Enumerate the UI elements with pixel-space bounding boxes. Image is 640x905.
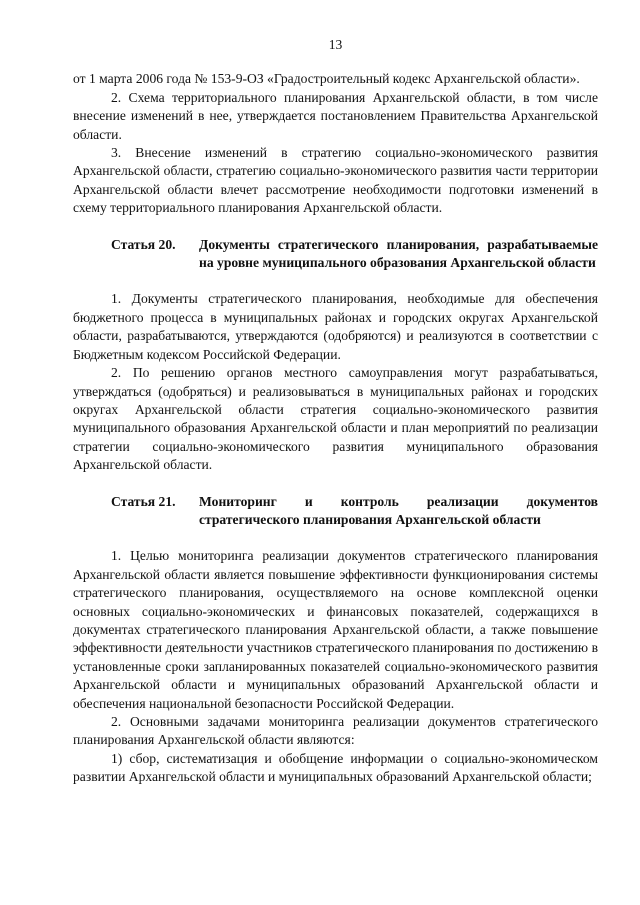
paragraph: 1. Документы стратегического планирования, необходимые для обеспечения бюджетного процесса в муниципальных районах и городских округах Архангельской области, разрабатываются, утверждаются (одобряются) и реализуются в соответствии с Бюджетным кодексом Российской Федерации. — [73, 291, 598, 362]
paragraph: 1) сбор, систематизация и обобщение информации о социально-экономическом развитии Архангельской области и муниципальных образований Архангельской области; — [73, 750, 598, 785]
paragraph: 2. По решению органов местного самоуправления могут разрабатываться, утверждаться (одобряться) и реализовываться в муниципальных районах и городских округах Архангельской области стратегия социально-экономического развития муниципального образования Архангельской области и план мероприятий по реализации стратегии социально-экономического развития муниципального образования Архангельской области. — [73, 365, 598, 473]
article-label: Статья 21. — [111, 493, 176, 509]
article-title: Документы стратегического планирования, разрабатываемые на уровне муниципального образования Архангельской области — [199, 236, 598, 271]
article-20-heading — [73, 236, 598, 273]
paragraph-continuation: от 1 марта 2006 года № 153-9-ОЗ «Градостроительный кодекс Архангельской области». — [73, 71, 580, 87]
article-title: Мониторинг и контроль реализации документов стратегического планирования Архангельской области — [199, 493, 598, 527]
paragraph: 1. Целью мониторинга реализации документов стратегического планирования Архангельской области является повышение эффективности функционирования системы стратегического планирования, осуществляемого на основе комплексной оценки основных социально-экономических и финансовых показателей, содержащихся в документах стратегического планирования Архангельской области, а также повышение эффективности деятельности участников стратегического планирования по достижению в установленные сроки запланированных показателей социально-экономического развития Архангельской области и муниципальных образований Архангельской области и обеспечения национальной безопасности Российской Федерации. — [73, 548, 598, 711]
paragraph: 2. Основными задачами мониторинга реализации документов стратегического планирования Архангельской области являются: — [73, 714, 598, 748]
article-21-heading — [73, 493, 598, 530]
page-number: 13 — [328, 37, 343, 52]
article-label: Статья 20. — [111, 236, 176, 252]
paragraph: 3. Внесение изменений в стратегию социально-экономического развития Архангельской области, стратегию социально-экономического развития части территории Архангельской области влечет рассмотрение необходимости подготовки изменений в схему территориального планирования Архангельской области. — [73, 145, 598, 216]
paragraph: 2. Схема территориального планирования Архангельской области, в том числе внесение изменений в нее, утверждается постановлением Правительства Архангельской области. — [73, 89, 598, 142]
